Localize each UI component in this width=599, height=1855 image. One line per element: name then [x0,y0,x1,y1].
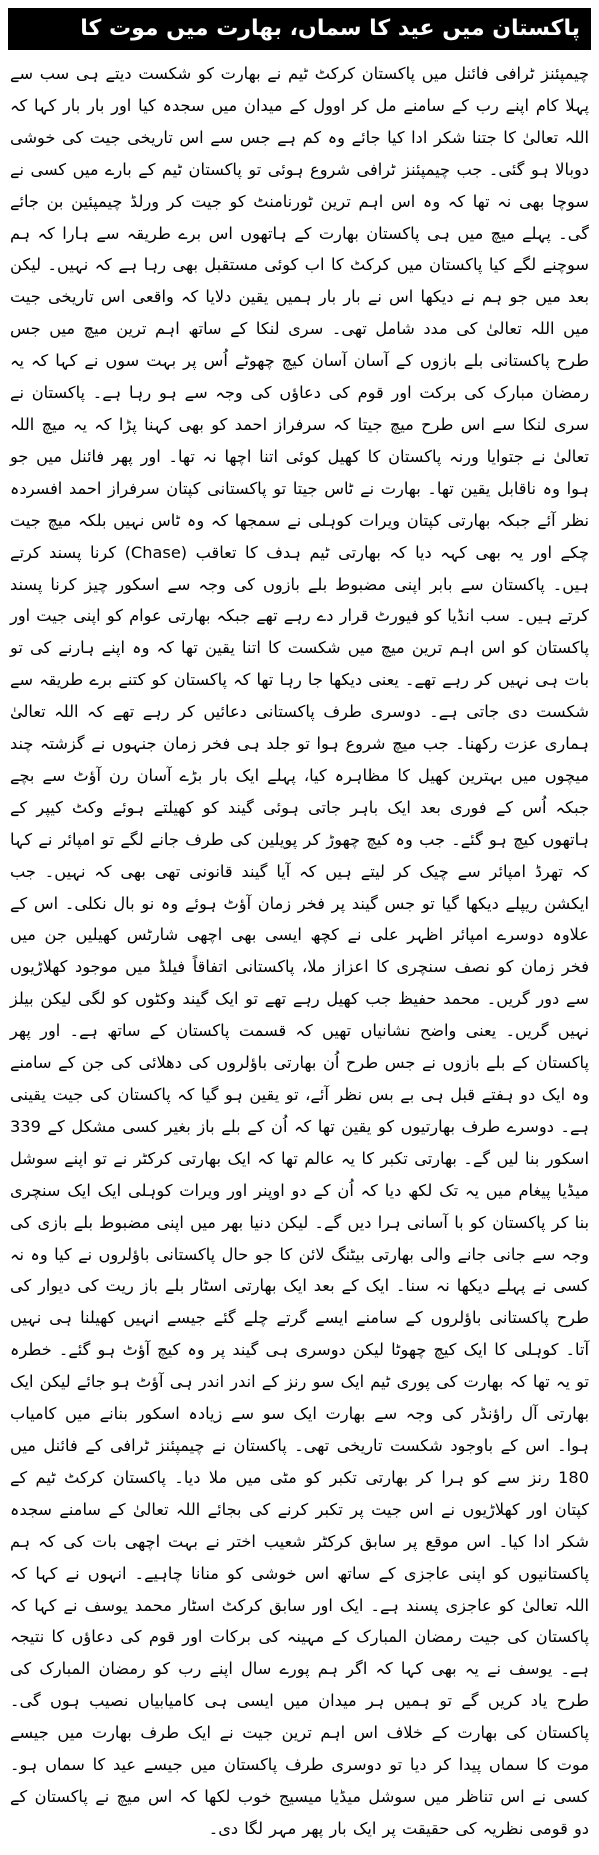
article-body [8,58,591,1845]
article-paragraph: چیمپئنز ٹرافی فائنل میں پاکستان کرکٹ ٹیم نے بھارت کو شکست دیتے ہی سب سے پہلا کام اپنے رب کے سامنے مل کر اوول کے میدان میں سجدہ کیا اور بار بار کہا کہ اللہ تعالیٰ کا جتنا شکر ادا کیا جائے وہ کم ہے جس سے اس تاریخی جیت کی خوشی دوبالا ہو گئی۔ جب چیمپئنز ٹرافی شروع ہوئی تو پاکستان ٹیم کے بارے میں کسی نے سوچا بھی نہ تھا کہ وہ اس اہم ترین ٹورنامنٹ کو جیت کر ورلڈ چیمپئین بن جائے گی۔ پہلے میچ میں ہی پاکستان بھارت کے ہاتھوں اس برے طریقہ سے ہارا کہ ہم سوچنے لگے کیا پاکستان میں کرکٹ کا اب کوئی مستقبل بھی رہا ہے کہ نہیں۔ لیکن بعد میں جو ہم نے دیکھا اس نے بار بار ہمیں یقین دلایا کہ واقعی اس تاریخی جیت میں اللہ تعالیٰ کی مدد شامل تھی۔ سری لنکا کے ساتھ اہم ترین میچ میں جس طرح پاکستانی بلے بازوں کے آسان آسان کیچ چھوٹے اُس پر بہت سوں نے کہا کہ یہ رمضان مبارک کی برکت اور قوم کی دعاؤں کی وجہ سے ہو رہا ہے۔ پاکستان نے سری لنکا سے اس طرح میچ جیتا کہ سرفراز احمد کو بھی کہنا پڑا کہ یہ میچ اللہ تعالیٰ نے جتوایا ورنہ پاکستان کا کھیل کوئی اتنا اچھا نہ تھا۔ اور پھر فائنل میں جو ہوا وہ ناقابل یقین تھا۔ بھارت نے ٹاس جیتا تو پاکستانی کپتان سرفراز احمد افسردہ نظر آئے جبکہ بھارتی کپتان ویرات کوہلی نے سمجھا کہ وہ ٹاس نہیں بلکہ میچ جیت چکے اور یہ بھی کہہ دیا کہ بھارتی ٹیم ہدف کا تعاقب (Chase) کرنا پسند کرتے ہیں۔ پاکستان سے بابر اپنی مضبوط بلے بازوں کی وجہ سے اسکور چیز کرنا پسند کرتے ہیں۔ سب انڈیا کو فیورٹ قرار دے رہے تھے جبکہ بھارتی عوام کو اپنی جیت اور پاکستان کو اس اہم ترین میچ میں شکست کا اتنا یقین تھا کہ وہ اپنے ہارنے کی تو بات ہی نہیں کر رہے تھے۔ یعنی دیکھا جا رہا تھا کہ پاکستان کو کتنے برے طریقہ سے شکست دی جاتی ہے۔ دوسری طرف پاکستانی دعائیں کر رہے تھے کہ اللہ تعالیٰ ہماری عزت رکھنا۔ جب میچ شروع ہوا تو جلد ہی فخر زمان جنہوں نے گزشتہ چند میچوں میں بہترین کھیل کا مظاہرہ کیا، پہلے ایک بار بڑے آسان رن آؤٹ سے بچے جبکہ اُس کے فوری بعد ایک باہر جاتی ہوئی گیند کو کھیلتے ہوئے وکٹ کیپر کے ہاتھوں کیچ ہو گئے۔ جب وہ کیچ چھوڑ کر پویلین کی طرف جانے لگے تو امپائر نے کہا کہ تھرڈ امپائر سے چیک کر لیتے ہیں کہ آیا گیند قانونی تھی بھی کہ نہیں۔ جب ایکشن ریپلے دیکھا گیا تو جس گیند پر فخر زمان آؤٹ ہوئے وہ نو بال نکلی۔ اس کے علاوہ دوسرے امپائر اظہر علی نے کچھ ایسی بھی اچھی شارٹس کھیلیں جن میں فخر زمان کو نصف سنچری کا اعزاز ملا، پاکستانی اتفاقاً فیلڈ میں موجود کھلاڑیوں سے دور گریں۔ محمد حفیظ جب کھیل رہے تھے تو ایک گیند وکٹوں کو لگی لیکن بیلز نہیں گریں۔ یعنی واضح نشانیاں تھیں کہ قسمت پاکستان کے ساتھ ہے۔ اور پھر پاکستان کے بلے بازوں نے جس طرح اُن بھارتی باؤلروں کی دھلائی کی جن کے سامنے وہ ایک دو ہفتے قبل ہی بے بس نظر آئے، تو یقین ہو گیا کہ پاکستان کی جیت یقینی ہے۔ دوسرے طرف بھارتیوں کو یقین تھا کہ اُن کے بلے باز بغیر کسی مشکل کے 339 اسکور بنا لیں گے۔ بھارتی تکبر کا یہ عالم تھا کہ ایک بھارتی کرکٹر نے تو اپنے سوشل میڈیا پیغام میں یہ تک لکھ دیا کہ اُن کے دو اوپنر اور ویرات کوہلی ایک ایک سنچری بنا کر پاکستان کو با آسانی ہرا دیں گے۔ لیکن دنیا بھر میں اپنی مضبوط بلے بازی کی وجہ سے جانی جانے والی بھارتی بیٹنگ لائن کا جو حال پاکستانی باؤلروں نے کیا وہ نہ کسی نے پہلے دیکھا نہ سنا۔ ایک کے بعد ایک بھارتی اسٹار بلے باز ریت کی دیوار کی طرح پاکستانی باؤلروں کے سامنے ایسے گرتے چلے گئے جیسے انہیں کھیلنا ہی نہیں آتا۔ کوہلی کا ایک کیچ چھوٹا لیکن دوسری ہی گیند پر وہ کیچ آؤٹ ہو گئے۔ خطرہ تو یہ تھا کہ بھارت کی پوری ٹیم ایک سو رنز کے اندر اندر ہی آؤٹ ہو جائے لیکن ایک بھارتی آل راؤنڈر کی وجہ سے بھارت ایک سو سے زیادہ اسکور بنانے میں کامیاب ہوا۔ اس کے باوجود شکست تاریخی تھی۔ پاکستان نے چیمپئنز ٹرافی کے فائنل میں 180 رنز سے کو ہرا کر بھارتی تکبر کو مٹی میں ملا دیا۔ پاکستان کرکٹ ٹیم کے کپتان اور کھلاڑیوں نے اس جیت پر تکبر کرنے کی بجائے اللہ تعالیٰ کے سامنے سجدہ شکر ادا کیا۔ اس موقع پر سابق کرکٹر شعیب اختر نے بہت اچھی بات کی کہ ہم پاکستانیوں کو اپنی عاجزی کے ساتھ اس خوشی کو منانا چاہیے۔ انہوں نے کہا کہ اللہ تعالیٰ کو عاجزی پسند ہے۔ ایک اور سابق کرکٹ اسٹار محمد یوسف نے کہا کہ پاکستان کی جیت رمضان المبارک کے مہینہ کی برکات اور قوم کی دعاؤں کا نتیجہ ہے۔ یوسف نے یہ بھی کہا کہ اگر ہم پورے سال اپنے رب کو رمضان المبارک کی طرح یاد کریں گے تو ہمیں ہر میدان میں ایسی ہی کامیابیاں نصیب ہوں گی۔ پاکستان کی بھارت کے خلاف اس اہم ترین جیت نے ایک طرف بھارت میں جیسے موت کا سماں پیدا کر دیا تو دوسری طرف پاکستان میں جیسے عید کا سماں ہو۔ کسی نے اس تناظر میں سوشل میڈیا میسیج خوب لکھا کہ اس میچ نے پاکستان کے دو قومی نظریہ کی حقیقت پر ایک بار پھر مہر لگا دی۔ [10,64,589,1838]
headline-bar [8,8,591,50]
headline: پاکستان میں عید کا سماں، بھارت میں موت کا [80,16,580,41]
